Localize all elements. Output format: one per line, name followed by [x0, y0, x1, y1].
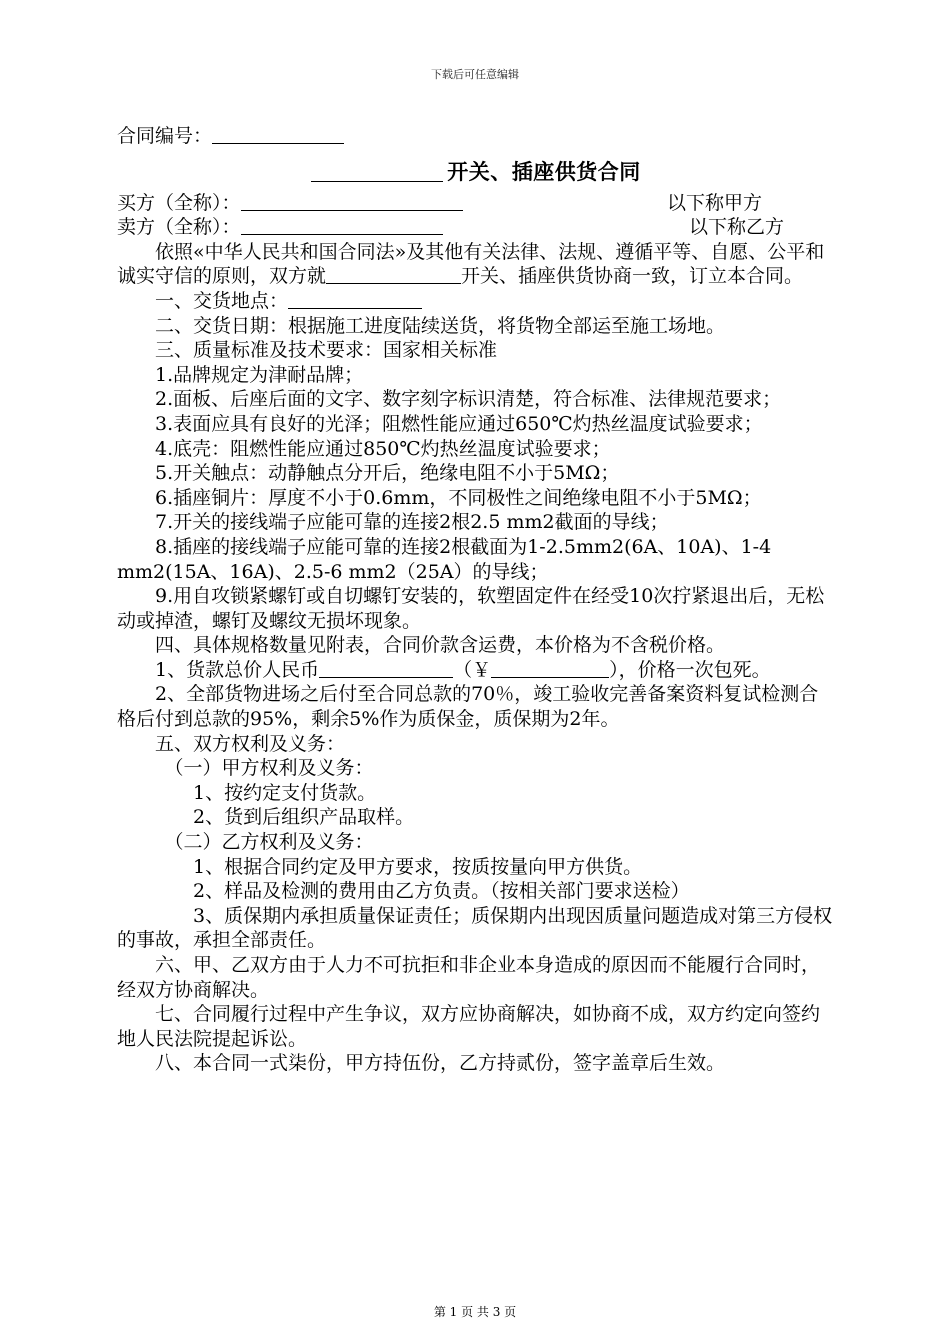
payment-item-1	[117, 658, 835, 683]
clause-1	[117, 289, 835, 314]
seller-name-blank	[241, 216, 443, 235]
clause-3: 三、质量标准及技术要求：国家相关标准	[155, 339, 498, 362]
party-b-item-1: 1、根据合同约定及甲方要求，按质按量向甲方供货。	[193, 855, 643, 878]
buyer-note: 以下称甲方	[667, 191, 763, 214]
intro-part2: 开关、插座供货协商一致，订立本合同。	[461, 265, 804, 288]
intro-part1: 依照«中华人民共和国合同法»及其他有关法律、法规、遵循平等、自愿、公平和诚实守信的原则，双方就	[117, 240, 825, 288]
quality-item-1: 1.品牌规定为津耐品牌；	[155, 363, 364, 386]
contract-number-label: 合同编号：	[117, 125, 213, 147]
intro-blank	[326, 265, 461, 284]
buyer-name-blank	[241, 192, 463, 211]
clause-5: 五、双方权利及义务：	[155, 732, 346, 755]
seller-note: 以下称乙方	[689, 216, 785, 239]
contract-number-blank	[212, 125, 344, 144]
quality-item-4: 4.底壳：阻燃性能应通过850℃灼热丝温度试验要求；	[155, 437, 611, 460]
quality-item-7: 7.开关的接线端子应能可靠的连接2根2.5 mm2截面的导线；	[155, 511, 669, 534]
clause-8: 八、本合同一式柒份，甲方持伍份，乙方持贰份，签字盖章后生效。	[155, 1052, 726, 1075]
delivery-location-blank	[288, 290, 422, 309]
buyer-line	[117, 191, 835, 216]
total-price-blank	[319, 659, 453, 678]
buyer-label: 买方（全称）：	[117, 191, 241, 214]
seller-line	[117, 215, 835, 240]
clause-6: 六、甲、乙双方由于人力不可抗拒和非企业本身造成的原因而不能履行合同时，经双方协商解决。	[117, 954, 821, 1001]
page-footer: 第 1 页 共 3 页	[433, 1305, 517, 1319]
clause-1-text: 一、交货地点：	[155, 289, 289, 312]
clause-2: 二、交货日期：根据施工进度陆续送货，将货物全部运至施工场地。	[155, 314, 726, 337]
payment-item-2: 2、全部货物进场之后付至合同总款的70％，竣工验收完善备案资料复试检测合格后付到总款的95%，剩余5%作为质保金，质保期为2年。	[117, 683, 819, 731]
clause-7: 七、合同履行过程中产生争议，双方应协商解决，如协商不成，双方约定向签约地人民法院提起诉讼。	[117, 1003, 821, 1050]
title-blank	[311, 161, 443, 182]
header-note: 下载后可任意编辑	[431, 68, 519, 81]
quality-item-8: 8.插座的接线端子应能可靠的连接2根截面为1-2.5mm2(6A、10A)、1-4 mm2(15A、16A)、2.5-6 mm2（25A）的导线；	[117, 535, 772, 583]
payment-1-part2: （￥	[453, 658, 492, 681]
quality-item-2: 2.面板、后座后面的文字、数字刻字标识清楚，符合标准、法律规范要求；	[155, 388, 782, 411]
party-a-item-2: 2、货到后组织产品取样。	[193, 806, 415, 829]
contract-number-line	[117, 124, 835, 149]
contract-title	[117, 157, 835, 187]
intro-paragraph	[117, 240, 835, 289]
party-b-item-3: 3、质保期内承担质量保证责任；质保期内出现因质量问题造成对第三方侵权的事故，承担全部责任。	[117, 904, 833, 952]
quality-item-6: 6.插座铜片：厚度不小于0.6mm，不同极性之间绝缘电阻不小于5MΩ；	[155, 486, 762, 509]
contract-body	[117, 124, 835, 1076]
total-price-amount-blank	[491, 659, 609, 678]
party-b-heading: （二）乙方权利及义务：	[164, 831, 374, 854]
quality-item-9: 9.用自攻锁紧螺钉或自切螺钉安装的，软塑固定件在经受10次拧紧退出后，无松动或掉渣，螺钉及螺纹无损坏现象。	[117, 585, 825, 632]
payment-1-part1: 1、货款总价人民币	[155, 658, 320, 681]
title-text: 开关、插座供货合同	[447, 158, 641, 184]
seller-label: 卖方（全称）：	[117, 216, 241, 239]
clause-4: 四、具体规格数量见附表，合同价款含运费，本价格为不含税价格。	[155, 634, 726, 657]
party-a-heading: （一）甲方权利及义务：	[164, 757, 374, 780]
quality-item-5: 5.开关触点：动静触点分开后，绝缘电阻不小于5MΩ；	[155, 462, 620, 485]
quality-item-3: 3.表面应具有良好的光泽；阻燃性能应通过650℃灼热丝温度试验要求；	[155, 412, 763, 435]
payment-1-part3: ），价格一次包死。	[609, 658, 771, 681]
party-b-item-2: 2、样品及检测的费用由乙方负责。（按相关部门要求送检）	[193, 880, 690, 903]
party-a-item-1: 1、按约定支付货款。	[193, 781, 377, 804]
